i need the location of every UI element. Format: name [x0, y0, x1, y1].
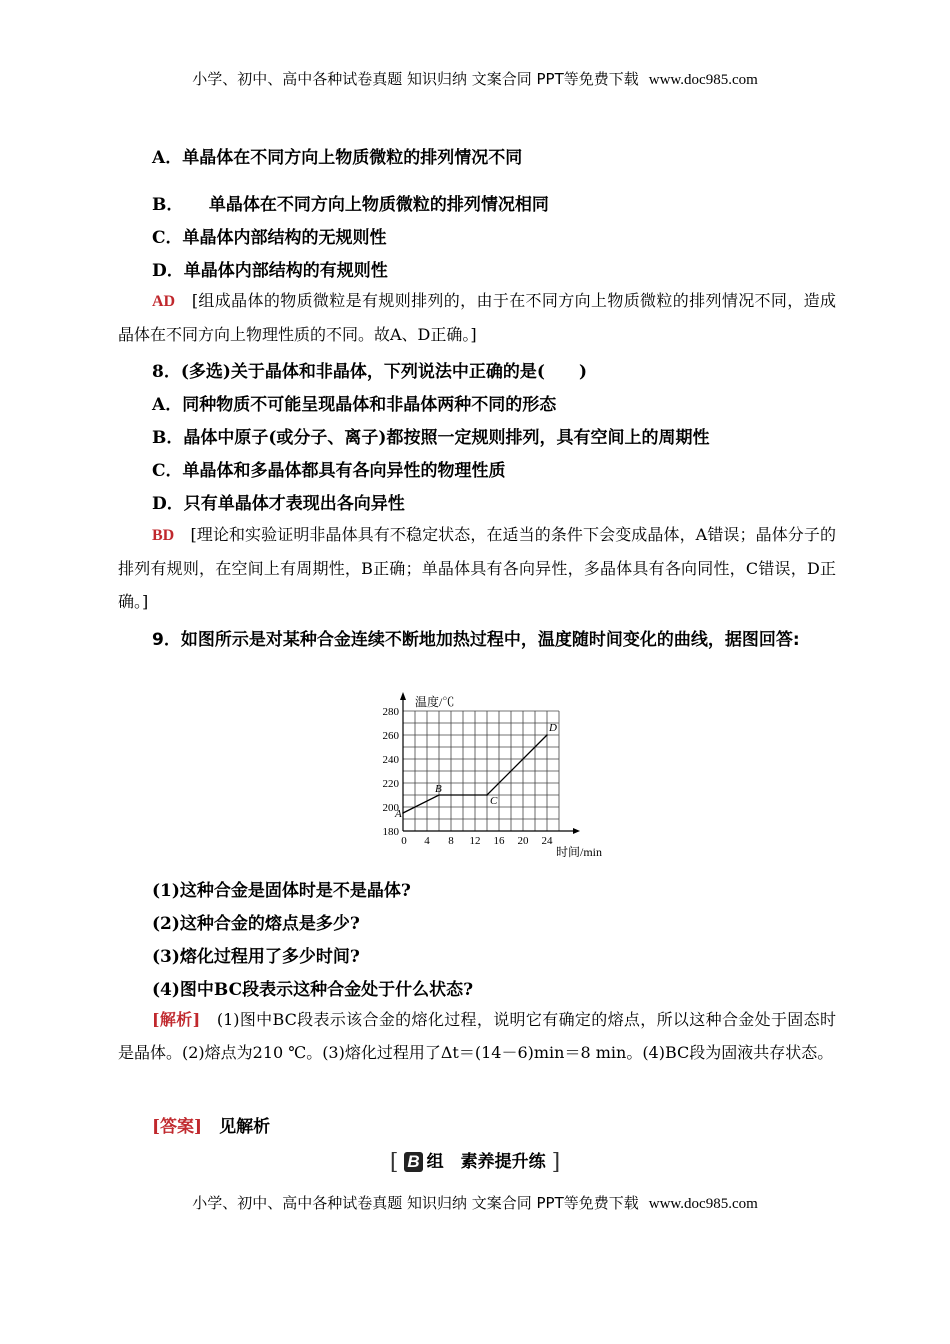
answer-tag: [答案] — [152, 1117, 203, 1137]
q8-explanation: [理论和实验证明非晶体具有不稳定状态，在适当的条件下会变成晶体，A错误；晶体分子的排列有规则，在空间上有周期性，B正确；单晶体具有各向异性，多晶体具有各向同性，C错误，D正确。] — [118, 525, 836, 611]
y-tick-label: 260 — [382, 730, 399, 742]
chart-grid — [403, 711, 559, 831]
q8-option-b: B．晶体中原子(或分子、离子)都按照一定规则排列，具有空间上的周期性 — [152, 428, 710, 448]
q9-answer-line — [152, 1112, 270, 1137]
q9-analysis — [118, 1003, 836, 1069]
x-tick-label: 0 — [401, 835, 407, 847]
section-heading — [0, 1147, 950, 1175]
x-tick-label: 16 — [493, 835, 505, 847]
answer-text: 见解析 — [219, 1117, 271, 1137]
x-tick-label: 20 — [517, 835, 529, 847]
section-letter: B — [404, 1152, 422, 1172]
q8-option-d: D．只有单晶体才表现出各向异性 — [152, 494, 405, 514]
q9-question-4: (4)图中BC段表示这种合金处于什么状态? — [152, 980, 474, 1000]
q7-option-c: C．单晶体内部结构的无规则性 — [152, 228, 387, 248]
y-tick-label: 240 — [382, 754, 399, 766]
chart-xlabel: 时间/min — [556, 845, 603, 859]
footer-site: www.doc985.com — [648, 1196, 758, 1212]
q7-answer: AD — [152, 293, 176, 310]
y-tick-label: 200 — [382, 802, 399, 814]
footer-text: 小学、初中、高中各种试卷真题 知识归纳 文案合同 PPT等免费下载 — [192, 1194, 639, 1212]
analysis-tag: [解析] — [152, 1010, 201, 1029]
temperature-time-chart — [368, 688, 618, 863]
x-tick-label: 12 — [469, 835, 481, 847]
y-axis-arrow — [400, 692, 406, 700]
analysis-text: (1)图中BC段表示该合金的熔化过程，说明它有确定的熔点，所以这种合金处于固态时是晶体。(2)熔点为210 ℃。(3)熔化过程用了Δt＝(14－6)min＝8 min。(4)BC段为固液共存状态。 — [118, 1010, 836, 1062]
section-bracket-right: ] — [551, 1150, 561, 1175]
q8-stem: 8．(多选)关于晶体和非晶体，下列说法中正确的是( ) — [152, 362, 588, 382]
q9-question-2: (2)这种合金的熔点是多少? — [152, 914, 360, 934]
x-tick-label: 8 — [448, 835, 454, 847]
q8-answer: BD — [152, 527, 175, 544]
point-c — [486, 794, 488, 796]
q8-option-a: A．同种物质不可能呈现晶体和非晶体两种不同的形态 — [152, 395, 557, 415]
q9-question-1: (1)这种合金是固体时是不是晶体? — [152, 881, 411, 901]
point-label-a: A — [395, 808, 402, 820]
q9-stem: 9．如图所示是对某种合金连续不断地加热过程中，温度随时间变化的曲线，据图回答: — [152, 630, 800, 650]
q9-question-3: (3)熔化过程用了多少时间? — [152, 947, 360, 967]
y-tick-label: 180 — [382, 826, 399, 838]
chart-ylabel: 温度/℃ — [415, 695, 455, 709]
point-d — [546, 734, 548, 736]
point-label-d: D — [549, 722, 557, 734]
section-bracket-left: [ — [389, 1150, 399, 1175]
point-label-c: C — [490, 795, 498, 807]
q7-option-b: B． 单晶体在不同方向上物质微粒的排列情况相同 — [152, 195, 549, 215]
x-axis-arrow — [573, 828, 580, 834]
y-tick-label: 220 — [382, 778, 399, 790]
q7-option-a: A．单晶体在不同方向上物质微粒的排列情况不同 — [152, 148, 523, 168]
y-tick-label: 280 — [382, 706, 399, 718]
section-title: 组 素养提升练 — [426, 1152, 546, 1172]
x-tick-label: 4 — [424, 835, 430, 847]
q8-option-c: C．单晶体和多晶体都具有各向异性的物理性质 — [152, 461, 506, 481]
header-site: www.doc985.com — [648, 72, 758, 88]
x-tick-label: 24 — [541, 835, 553, 847]
page-header — [0, 68, 950, 89]
point-a — [402, 812, 404, 814]
page-footer — [0, 1192, 950, 1213]
q7-option-d: D．单晶体内部结构的有规则性 — [152, 261, 388, 281]
chart-ticks — [383, 706, 554, 847]
header-text: 小学、初中、高中各种试卷真题 知识归纳 文案合同 PPT等免费下载 — [192, 70, 639, 88]
q7-explanation: [组成晶体的物质微粒是有规则排列的，由于在不同方向上物质微粒的排列情况不同，造成晶体在不同方向上物理性质的不同。故A、D正确。] — [118, 291, 836, 344]
q7-solution — [118, 284, 836, 351]
point-label-b: B — [435, 783, 442, 795]
q8-solution — [118, 518, 836, 618]
